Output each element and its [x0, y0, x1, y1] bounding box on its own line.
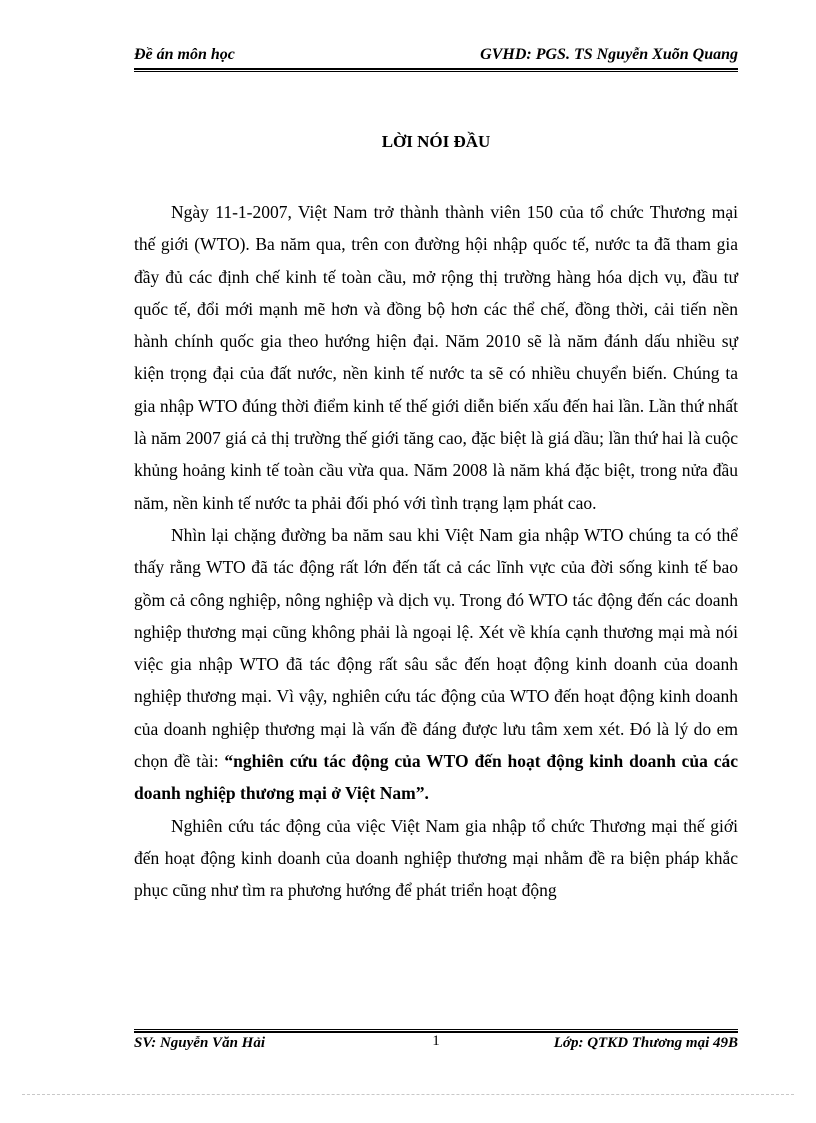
paragraph-2-text: Nhìn lại chặng đường ba năm sau khi Việt Nam gia nhập WTO chúng ta có thể thấy rằng WTO đã tác động rất lớn đến tất cả các lĩnh vực của đời sống kinh tế bao gồm cả công nghiệp, nông nghiệp và dịch vụ. Trong đó WTO tác động đến các doanh nghiệp thương mại cũng không phải là ngoại lệ. Xét về khía cạnh thương mại mà nói việc gia nhập WTO đã tác động rất sâu sắc đến hoạt động kinh doanh của doanh nghiệp thương mại. Vì vậy, nghiên cứu tác động của WTO đến hoạt động kinh doanh của doanh nghiệp thương mại là vấn đề đáng được lưu tâm xem xét. Đó là lý do em chọn đề tài: [134, 524, 738, 772]
header-divider [134, 68, 738, 72]
page-title: LỜI NÓI ĐẦU [381, 132, 491, 151]
footer-class: Lớp: QTKD Thương mại 49B [553, 1035, 738, 1051]
paragraph-3: Nghiên cứu tác động của việc Việt Nam gia nhập tổ chức Thương mại thế giới đến hoạt động kinh doanh của doanh nghiệp thương mại nhằm đề ra biện pháp khắc phục cũng như tìm ra phương hướng để phát triển hoạt động [134, 815, 738, 901]
body-text [134, 196, 738, 907]
page-footer [134, 1033, 738, 1053]
header-course: Đề án môn học [134, 46, 235, 63]
footer-student: SV: Nguyễn Văn Hải [134, 1035, 265, 1051]
page-break-line [22, 1094, 794, 1095]
paragraph-2 [134, 519, 738, 810]
page-header [134, 46, 738, 66]
thesis-title: “nghiên cứu tác động của WTO đến hoạt động kinh doanh của các doanh nghiệp thương mại ở Việt Nam”. [134, 751, 739, 804]
paragraph-1: Ngày 11-1-2007, Việt Nam trở thành thành viên 150 của tổ chức Thương mại thế giới (WTO). Ba năm qua, trên con đường hội nhập quốc tế, nước ta đã tham gia đầy đủ các định chế kinh tế toàn cầu, mở rộng thị trường hàng hóa dịch vụ, đầu tư quốc tế, đổi mới mạnh mẽ hơn và đồng bộ hơn các thể chế, đồng thời, cải tiến nền hành chính quốc gia theo hướng hiện đại. Năm 2010 sẽ là năm đánh dấu nhiều sự kiện trọng đại của đất nước, nền kinh tế nước ta sẽ có nhiều chuyển biến. Chúng ta gia nhập WTO đúng thời điểm kinh tế thế giới diễn biến xấu đến hai lần. Lần thứ nhất là năm 2007 giá cả thị trường thế giới tăng cao, đặc biệt là giá dầu; lần thứ hai là cuộc khủng hoảng kinh tế toàn cầu vừa qua. Năm 2008 là năm khá đặc biệt, trong nửa đầu năm, nền kinh tế nước ta phải đối phó với tình trạng lạm phát cao. [134, 202, 738, 513]
header-advisor: GVHD: PGS. TS Nguyễn Xuõn Quang [480, 46, 738, 63]
page-number: 1 [432, 1033, 440, 1049]
